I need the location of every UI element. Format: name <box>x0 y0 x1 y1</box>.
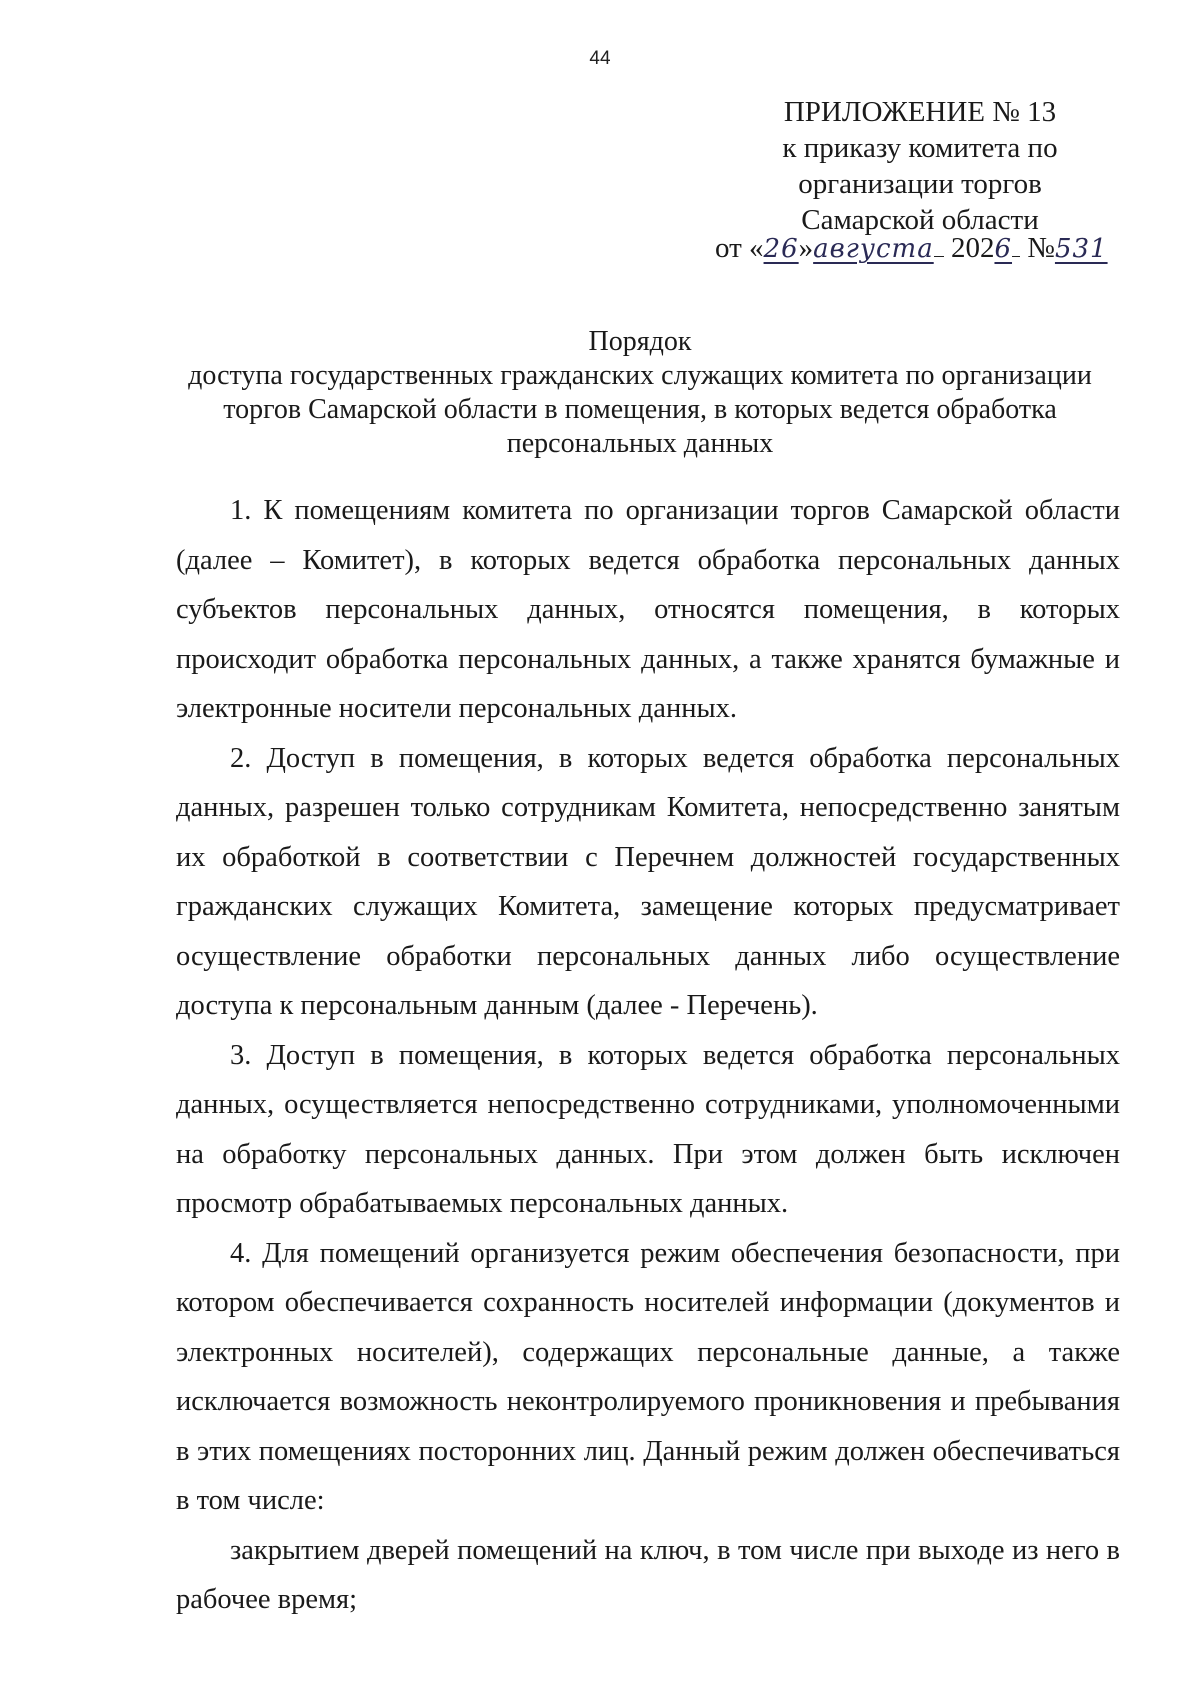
paragraph-5: закрытием дверей помещений на ключ, в том числе при выходе из него в рабочее время; <box>176 1534 1120 1615</box>
appendix-title: ПРИЛОЖЕНИЕ № 13 <box>783 96 1057 128</box>
title-line-2: торгов Самарской области в помещения, в которых ведется обработка <box>223 394 1057 425</box>
paragraph-1: 1. К помещениям комитета по организации торгов Самарской области (далее – Комитет), в которых ведется обработка персональных данных субъектов персональных данных, относятся помещения, в которых происходит обработка персональных данных, а также хранятся бумажные и электронные носители персональных данных. <box>176 495 1120 724</box>
handwritten-year-suffix: 6 <box>994 234 1013 264</box>
document-title <box>160 325 1120 461</box>
year-underline <box>1012 256 1020 257</box>
order-date-number <box>715 228 1135 269</box>
order-prefix: от « <box>715 232 764 264</box>
title-heading: Порядок <box>588 326 692 357</box>
appendix-header <box>700 94 1140 238</box>
paragraph-3: 3. Доступ в помещения, в которых ведется обработка персональных данных, осуществляется непосредственно сотрудниками, уполномоченными на обработку персональных данных. При этом должен быть исключен просмотр обрабатываемых персональных данных. <box>176 1039 1120 1219</box>
order-quote-close: » <box>798 232 814 264</box>
appendix-line-3: Самарской области <box>801 204 1039 236</box>
handwritten-order-number: 531 <box>1054 234 1108 264</box>
document-body <box>176 486 1120 1625</box>
handwritten-month: августа <box>813 234 934 264</box>
page-number: 44 <box>589 48 611 69</box>
paragraph-2: 2. Доступ в помещения, в которых ведется обработка персональных данных, разрешен только сотрудникам Комитета, непосредственно занятым их обработкой в соответствии с Перечнем должностей государственных гражданских служащих Комитета, замещение которых предусматривает осуществление обработки персональных данных либо осуществление доступа к персональным данным (далее - Перечень). <box>176 742 1120 1021</box>
month-underline <box>934 256 944 257</box>
paragraph-4: 4. Для помещений организуется режим обеспечения безопасности, при котором обеспечивается сохранность носителей информации (документов и электронных носителей), содержащих персональные данные, а также исключается возможность неконтролируемого проникновения и пребывания в этих помещениях посторонних лиц. Данный режим должен обеспечиваться в том числе: <box>176 1237 1120 1516</box>
title-line-1: доступа государственных гражданских служащих комитета по организации <box>188 360 1092 391</box>
order-number-label: № <box>1027 232 1055 264</box>
title-line-3: персональных данных <box>506 428 774 459</box>
handwritten-day: 26 <box>763 234 799 264</box>
order-year-prefix: 202 <box>950 232 995 264</box>
appendix-line-2: организации торгов <box>798 168 1042 200</box>
appendix-line-1: к приказу комитета по <box>782 132 1058 164</box>
